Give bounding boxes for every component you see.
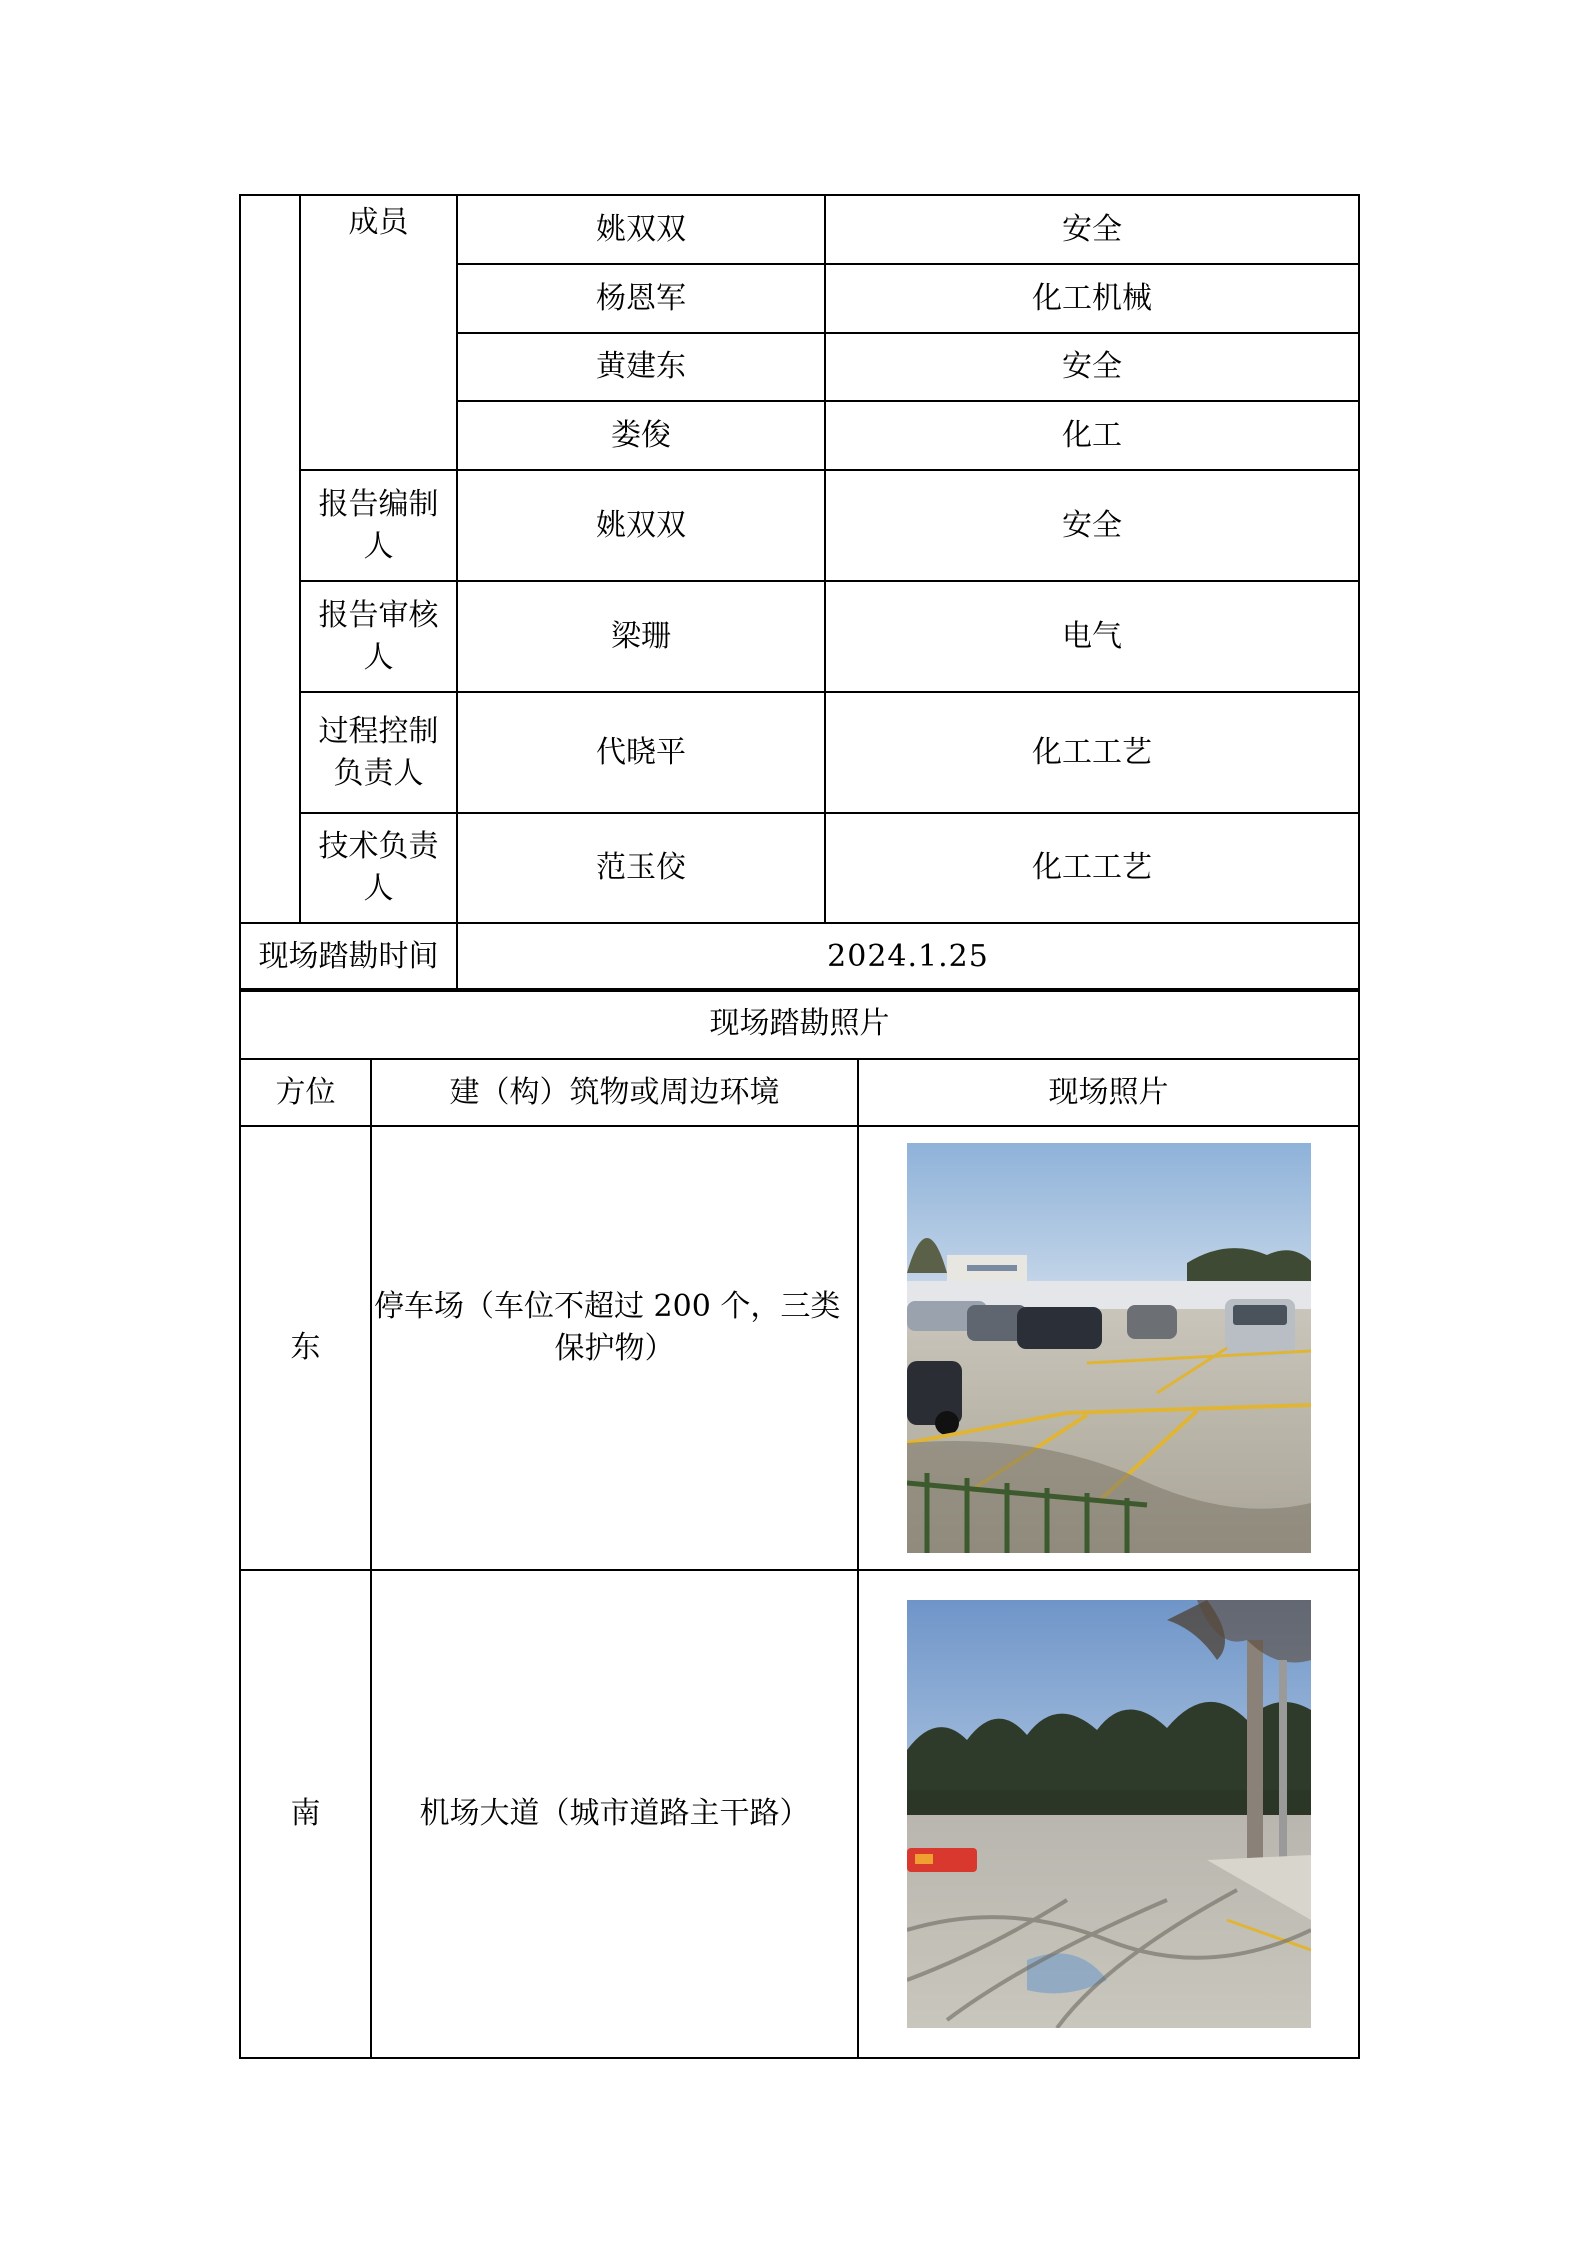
member-name: 姚双双	[457, 195, 825, 264]
desc-line-1: 停车场（车位不超过 200 个，三类	[374, 1289, 841, 1324]
role-name: 范玉佼	[457, 813, 825, 923]
header-direction: 方位	[240, 1059, 371, 1126]
role-specialty: 化工工艺	[825, 692, 1359, 813]
photo-cell-south	[858, 1570, 1359, 2058]
header-building: 建（构）筑物或周边环境	[371, 1059, 858, 1126]
member-name: 黄建东	[457, 333, 825, 401]
role-label-report-reviewer: 报告审核 人	[300, 581, 457, 692]
member-specialty: 安全	[825, 333, 1359, 401]
row-direction-south: 南	[240, 1570, 371, 2058]
team-blank-column	[240, 195, 300, 923]
desc-line-1: 机场大道（城市道路主干路）	[419, 1796, 810, 1831]
role-specialty: 电气	[825, 581, 1359, 692]
desc-line-2: 保护物）	[554, 1331, 675, 1366]
role-label-technical-lead: 技术负责 人	[300, 813, 457, 923]
role-specialty: 安全	[825, 470, 1359, 581]
member-specialty: 化工	[825, 401, 1359, 470]
row-direction-east: 东	[240, 1126, 371, 1570]
member-name: 娄俊	[457, 401, 825, 470]
role-specialty: 化工工艺	[825, 813, 1359, 923]
photos-title: 现场踏勘照片	[240, 989, 1359, 1059]
member-name: 杨恩军	[457, 264, 825, 333]
role-name: 姚双双	[457, 470, 825, 581]
member-specialty: 化工机械	[825, 264, 1359, 333]
members-label: 成员	[300, 195, 457, 470]
role-label-report-author: 报告编制 人	[300, 470, 457, 581]
header-photo: 现场照片	[858, 1059, 1359, 1126]
row-description-east	[371, 1126, 858, 1570]
member-specialty: 安全	[825, 195, 1359, 264]
role-name: 代晓平	[457, 692, 825, 813]
survey-time-label: 现场踏勘时间	[240, 923, 457, 991]
parking-lot-photo	[907, 1143, 1311, 1553]
team-table	[239, 194, 1360, 992]
row-description-south	[371, 1570, 858, 2058]
photo-cell-east	[858, 1126, 1359, 1570]
role-label-process-control: 过程控制 负责人	[300, 692, 457, 813]
road-photo	[907, 1600, 1311, 2028]
role-name: 梁珊	[457, 581, 825, 692]
survey-time-value: 2024.1.25	[457, 923, 1359, 991]
survey-photo-table	[239, 988, 1360, 2059]
